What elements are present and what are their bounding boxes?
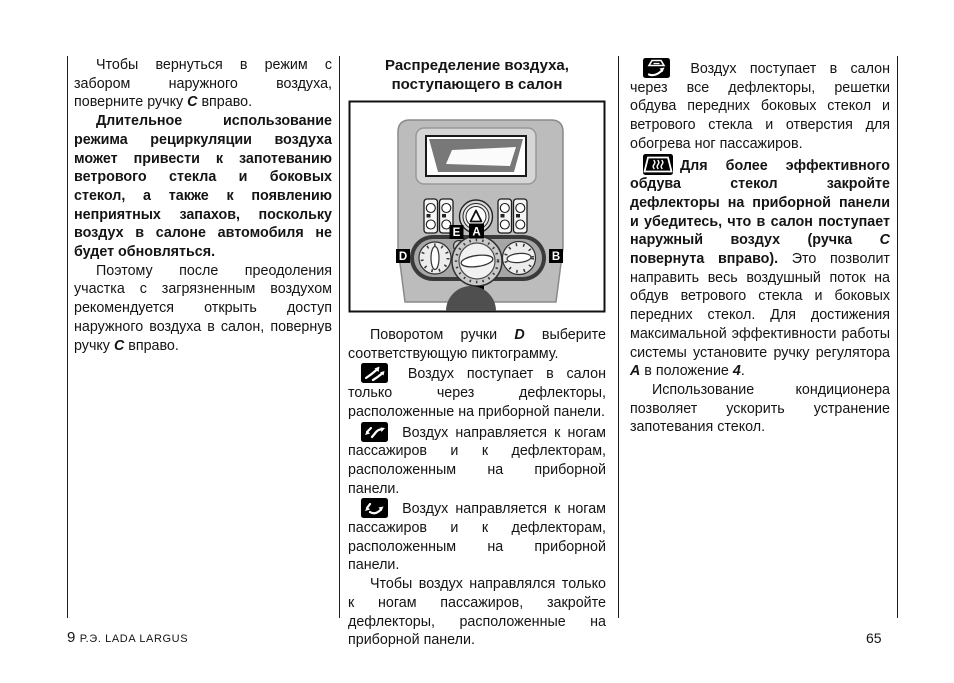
air-to-face-icon [361, 363, 388, 383]
knob-letter-c: C [187, 94, 198, 111]
paragraph-text: Воздух поступает в салон только через дефлекторы, расположенные на приборной панели. [348, 366, 606, 420]
label-d: D [398, 251, 408, 263]
paragraph-text: Поворотом ручки [370, 327, 515, 343]
paragraph-text: вправо. [124, 337, 179, 354]
air-mode-bilevel [348, 422, 606, 499]
paragraph-text: выберите соответствующую пиктограмму. [348, 327, 606, 362]
footer-edition [67, 629, 188, 647]
column-divider [618, 56, 619, 618]
air-mode-floor [348, 498, 606, 575]
edition-number: 9 [67, 629, 76, 646]
air-windshield-floor-icon [643, 58, 670, 78]
paragraph-text: Воздух поступает в салон через все дефлекторы, решетки обдува передних боковых стекол и ветрового стекла и отверстия для обогрева ног пассажиров. [630, 61, 890, 152]
paragraph-text: . [740, 363, 745, 380]
display-screen [446, 147, 516, 166]
paragraph-text: Для более эффективного обдува стекол закройте дефлекторы на приборной панели и убедитесь, что в салон поступает наружный воздух (ручка [630, 157, 890, 249]
air-mode-all-vents [630, 58, 890, 154]
page-number: 65 [866, 630, 882, 646]
middle-column [348, 56, 606, 650]
paragraph-text: Воздух направляется к ногам пассажиров и к дефлекторам, расположенным на приборной панели. [348, 501, 606, 574]
knob-position-4: 4 [732, 363, 741, 380]
column-divider [897, 56, 898, 618]
paragraph-recirculation-warning: Длительное использование режима рециркуляции воздуха может привести к запотеванию ветрового стекла и боковых стекол, а также к появлению неприятных запахов, поскольку воздух в салоне автомобиля не будет обновляться. [74, 113, 332, 261]
paragraph-return-outside-air [74, 56, 332, 112]
air-mode-defrost [630, 154, 890, 381]
label-b: B [551, 251, 561, 263]
column-divider [67, 56, 68, 618]
paragraph-text: в положение [640, 363, 733, 380]
air-mode-face [348, 363, 606, 421]
knob-letter-d: D [514, 327, 525, 343]
label-a: A [472, 226, 481, 239]
edition-label: Р.Э. LADA LARGUS [79, 633, 189, 645]
label-e: E [452, 227, 461, 239]
paragraph-text: вправо. [197, 94, 253, 111]
knob-a [452, 236, 502, 286]
paragraph-open-outside-air [74, 262, 332, 356]
paragraph-air-conditioner: Использование кондиционера позволяет ускорить устранение запотевания стекол. [630, 381, 890, 436]
column-divider [339, 56, 340, 618]
knob-d [419, 242, 451, 274]
knob-letter-a: A [630, 363, 641, 380]
paragraph-knob-d-select [348, 326, 606, 363]
section-heading: Распределение воздуха, поступающего в салон [385, 57, 569, 93]
paragraph-feet-only: Чтобы воздух направлялся только к ногам пассажиров, закройте дефлекторы, расположенные на приборной панели. [348, 576, 606, 649]
paragraph-text: Воздух направляется к ногам пассажиров и к дефлекторам, расположенным на приборной панели. [348, 424, 606, 497]
left-column [74, 56, 332, 355]
air-bilevel-icon [361, 422, 388, 442]
paragraph-text: Чтобы вернуться в режим с забором наружного воздуха, поверните ручку [74, 57, 332, 111]
climate-control-figure [348, 100, 606, 313]
knob-b [503, 242, 536, 275]
right-column [630, 56, 890, 437]
knob-letter-c: C [879, 232, 890, 249]
defrost-windshield-icon [643, 154, 673, 175]
paragraph-text: Поэтому после преодоления участка с загрязненным воздухом рекомендуется открыть доступ наружного воздуха в салон, повернув ручку [74, 262, 332, 354]
paragraph-text: повернута вправо). [630, 251, 779, 268]
air-to-floor-icon [361, 498, 388, 518]
climate-panel-illustration [348, 100, 606, 313]
paragraph-text: Это позволит направить весь воздушный поток на обдув ветрового стекла и боковых передних стекол. Для достижения максимальной эффективности работы системы установите ручку регулятора [630, 251, 890, 361]
knob-letter-c: C [113, 337, 125, 354]
